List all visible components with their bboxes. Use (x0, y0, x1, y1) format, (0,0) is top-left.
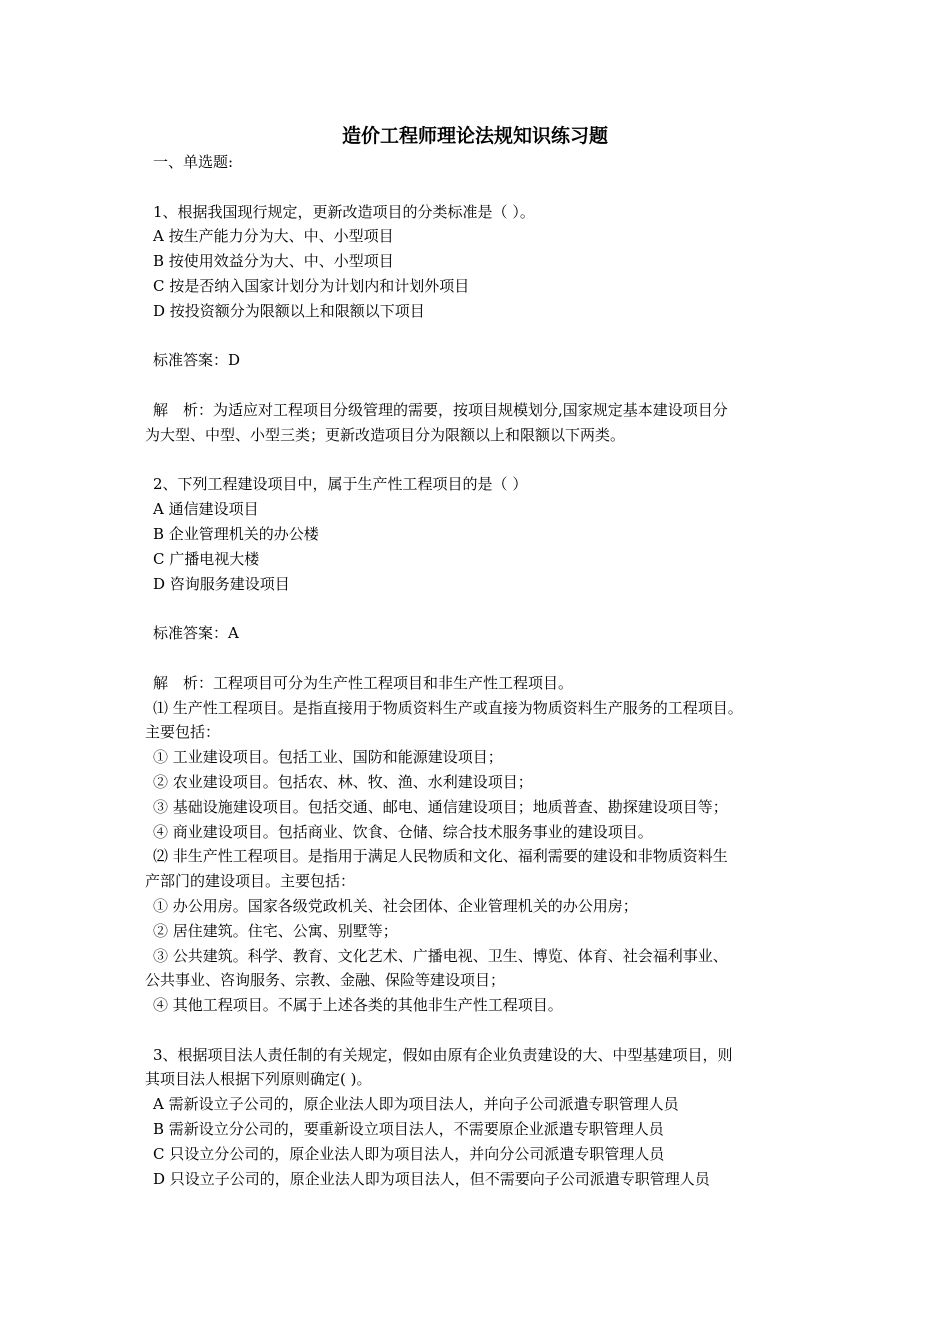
option-b: B 企业管理机关的办公楼 (153, 524, 319, 543)
question-stem: 1、根据我国现行规定，更新改造项目的分类标准是（ ）。 (153, 202, 535, 221)
analysis-line: 产部门的建设项目。主要包括： (145, 872, 356, 891)
analysis-line: 为大型、中型、小型三类；更新改造项目分为限额以上和限额以下两类。 (145, 425, 626, 444)
question-stem: 3、根据项目法人责任制的有关规定，假如由原有企业负责建设的大、中型基建项目，则 (153, 1045, 733, 1064)
spacer (145, 373, 820, 398)
document-body (145, 150, 820, 1191)
document-title: 造价工程师理论法规知识练习题 (341, 125, 608, 147)
standard-answer: 标准答案：D (153, 351, 241, 370)
question-stem: 2、下列工程建设项目中，属于生产性工程项目的是（ ） (153, 475, 528, 494)
analysis-line: 解 析：为适应对工程项目分级管理的需要，按项目规模划分,国家规定基本建设项目分 (153, 400, 728, 419)
spacer (145, 324, 820, 349)
analysis-line: 主要包括： (145, 723, 221, 742)
list-item: ③ 基础设施建设项目。包括交通、邮电、通信建设项目；地质普查、勘探建设项目等； (153, 797, 728, 816)
spacer (145, 646, 820, 671)
list-item: ① 办公用房。国家各级党政机关、社会团体、企业管理机关的办公用房； (153, 896, 638, 915)
option-b: B 按使用效益分为大、中、小型项目 (153, 252, 394, 271)
option-a: A 需新设立子公司的，原企业法人即为项目法人，并向子公司派遣专职管理人员 (153, 1095, 679, 1114)
list-item: ② 居住建筑。住宅、公寓、别墅等； (153, 921, 398, 940)
option-b: B 需新设立分公司的，要重新设立项目法人，不需要原企业派遣专职管理人员 (153, 1120, 664, 1139)
option-d: D 咨询服务建设项目 (153, 574, 290, 593)
option-a: A 按生产能力分为大、中、小型项目 (153, 227, 394, 246)
list-item: ③ 公共建筑。科学、教育、文化艺术、广播电视、卫生、博览、体育、社会福利事业、 (153, 946, 728, 965)
question-2 (145, 472, 820, 1018)
option-c: C 广播电视大楼 (153, 549, 260, 568)
analysis-line: ⑴ 生产性工程项目。是指直接用于物质资料生产或直接为物质资料生产服务的工程项目。 (153, 698, 743, 717)
analysis-line: 解 析：工程项目可分为生产性工程项目和非生产性工程项目。 (153, 673, 574, 692)
option-d: D 只设立子公司的，原企业法人即为项目法人，但不需要向子公司派遣专职管理人员 (153, 1169, 710, 1188)
option-a: A 通信建设项目 (153, 500, 259, 519)
option-c: C 只设立分公司的，原企业法人即为项目法人，并向分公司派遣专职管理人员 (153, 1144, 665, 1163)
list-item: ② 农业建设项目。包括农、林、牧、渔、水利建设项目； (153, 772, 533, 791)
option-d: D 按投资额分为限额以上和限额以下项目 (153, 301, 425, 320)
spacer (145, 1018, 820, 1043)
list-item: ① 工业建设项目。包括工业、国防和能源建设项目； (153, 748, 503, 767)
section-heading: 一、单选题: (153, 153, 234, 171)
question-stem: 其项目法人根据下列原则确定( )。 (145, 1070, 372, 1089)
analysis-line: ⑵ 非生产性工程项目。是指用于满足人民物质和文化、福利需要的建设和非物质资料生 (153, 847, 728, 866)
standard-answer: 标准答案：A (153, 624, 239, 643)
option-c: C 按是否纳入国家计划分为计划内和计划外项目 (153, 276, 470, 295)
question-1 (145, 200, 820, 448)
list-item: 公共事业、咨询服务、宗教、金融、保险等建设项目； (145, 971, 506, 990)
spacer (145, 448, 820, 473)
question-3 (145, 1043, 820, 1192)
list-item: ④ 商业建设项目。包括商业、饮食、仓储、综合技术服务事业的建设项目。 (153, 822, 653, 841)
spacer (145, 596, 820, 621)
list-item: ④ 其他工程项目。不属于上述各类的其他非生产性工程项目。 (153, 996, 563, 1015)
spacer (145, 175, 820, 200)
